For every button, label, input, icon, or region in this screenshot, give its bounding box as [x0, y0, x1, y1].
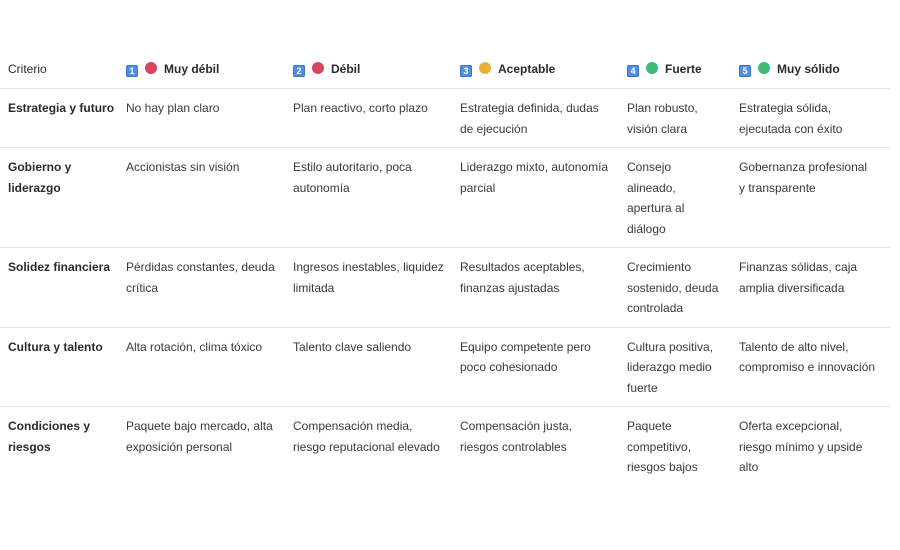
table-cell: Talento clave saliendo	[293, 327, 460, 407]
table-cell: Paquete competitivo, riesgos bajos	[627, 419, 698, 474]
criterion-header: Criterio	[0, 54, 126, 89]
level-label: Fuerte	[665, 62, 702, 76]
yellow-circle-icon	[479, 62, 491, 74]
table-header-row	[0, 54, 890, 89]
level-label: Muy sólido	[777, 62, 840, 76]
table-row	[0, 148, 890, 248]
level-label: Aceptable	[498, 62, 556, 76]
table-cell: Oferta excepcional, riesgo mínimo y upside alto	[739, 419, 863, 474]
level-label: Muy débil	[164, 62, 220, 76]
table-cell: Liderazgo mixto, autonomía parcial	[460, 148, 627, 248]
criterion-cell: Estrategia y futuro	[0, 89, 126, 148]
level-header-3	[460, 54, 627, 89]
table-cell: Estilo autoritario, poca autonomía	[293, 148, 460, 248]
table-cell: Estrategia definida, dudas de ejecución	[460, 89, 627, 148]
table-cell: Equipo competente pero poco cohesionado	[460, 327, 627, 407]
table-cell: Alta rotación, clima tóxico	[126, 327, 293, 407]
level-header-4	[627, 54, 739, 89]
red-circle-icon	[312, 62, 324, 74]
criterion-cell: Solidez financiera	[0, 248, 126, 328]
table-cell: Consejo alineado, apertura al diálogo	[627, 148, 739, 248]
table-cell: Talento de alto nivel, compromiso e innovación	[739, 327, 890, 407]
level-label: Débil	[331, 62, 361, 76]
level-header-2	[293, 54, 460, 89]
table-row	[0, 407, 890, 486]
evaluation-table	[0, 54, 890, 486]
green-circle-icon	[646, 62, 658, 74]
table-cell: Accionistas sin visión	[126, 148, 293, 248]
table-cell: Compensación media, riesgo reputacional elevado	[293, 419, 440, 454]
table-cell: Resultados aceptables, finanzas ajustadas	[460, 248, 627, 328]
table-cell: Plan reactivo, corto plazo	[293, 89, 460, 148]
table-cell: Finanzas sólidas, caja amplia diversificada	[739, 248, 890, 328]
keycap-2-icon: 2	[293, 65, 305, 77]
keycap-1-icon: 1	[126, 65, 138, 77]
criterion-cell: Cultura y talento	[0, 327, 126, 407]
table-cell: Crecimiento sostenido, deuda controlada	[627, 248, 739, 328]
table-cell: Paquete bajo mercado, alta exposición personal	[126, 419, 273, 454]
table-row	[0, 327, 890, 407]
table-row	[0, 89, 890, 148]
keycap-3-icon: 3	[460, 65, 472, 77]
table-cell: Pérdidas constantes, deuda crítica	[126, 248, 293, 328]
table-cell: Ingresos inestables, liquidez limitada	[293, 248, 460, 328]
level-header-1	[126, 54, 293, 89]
table-cell: Plan robusto, visión clara	[627, 89, 739, 148]
table-row	[0, 248, 890, 328]
green-circle-icon	[758, 62, 770, 74]
level-header-5	[739, 54, 890, 89]
criterion-cell: Gobierno y liderazgo	[0, 148, 126, 248]
table-cell: No hay plan claro	[126, 89, 293, 148]
table-cell: Gobernanza profesional y transparente	[739, 148, 890, 248]
criterion-cell: Condiciones y riesgos	[8, 419, 91, 454]
table-cell: Compensación justa, riesgos controlables	[460, 419, 573, 454]
red-circle-icon	[145, 62, 157, 74]
keycap-4-icon: 4	[627, 65, 639, 77]
table-cell: Estrategia sólida, ejecutada con éxito	[739, 89, 890, 148]
keycap-5-icon: 5	[739, 65, 751, 77]
table-cell: Cultura positiva, liderazgo medio fuerte	[627, 327, 739, 407]
